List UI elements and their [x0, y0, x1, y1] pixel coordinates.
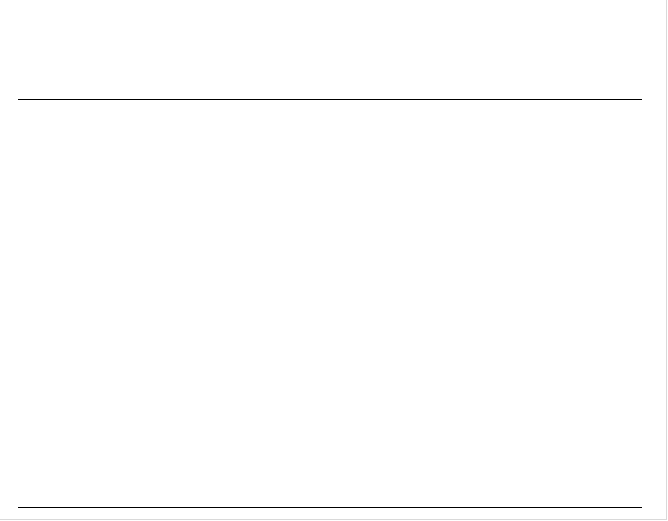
- causes-table: [18, 102, 642, 154]
- cause-item: [75, 150, 223, 154]
- category-label: [18, 150, 75, 154]
- table-bottom-rule: [18, 507, 642, 508]
- table-top-rule: [18, 99, 642, 100]
- table-body: [18, 102, 642, 154]
- category-label: [223, 150, 280, 154]
- cause-item: [280, 150, 415, 154]
- category-label: [415, 150, 472, 154]
- cause-item: [472, 150, 642, 154]
- table-row: [18, 150, 642, 154]
